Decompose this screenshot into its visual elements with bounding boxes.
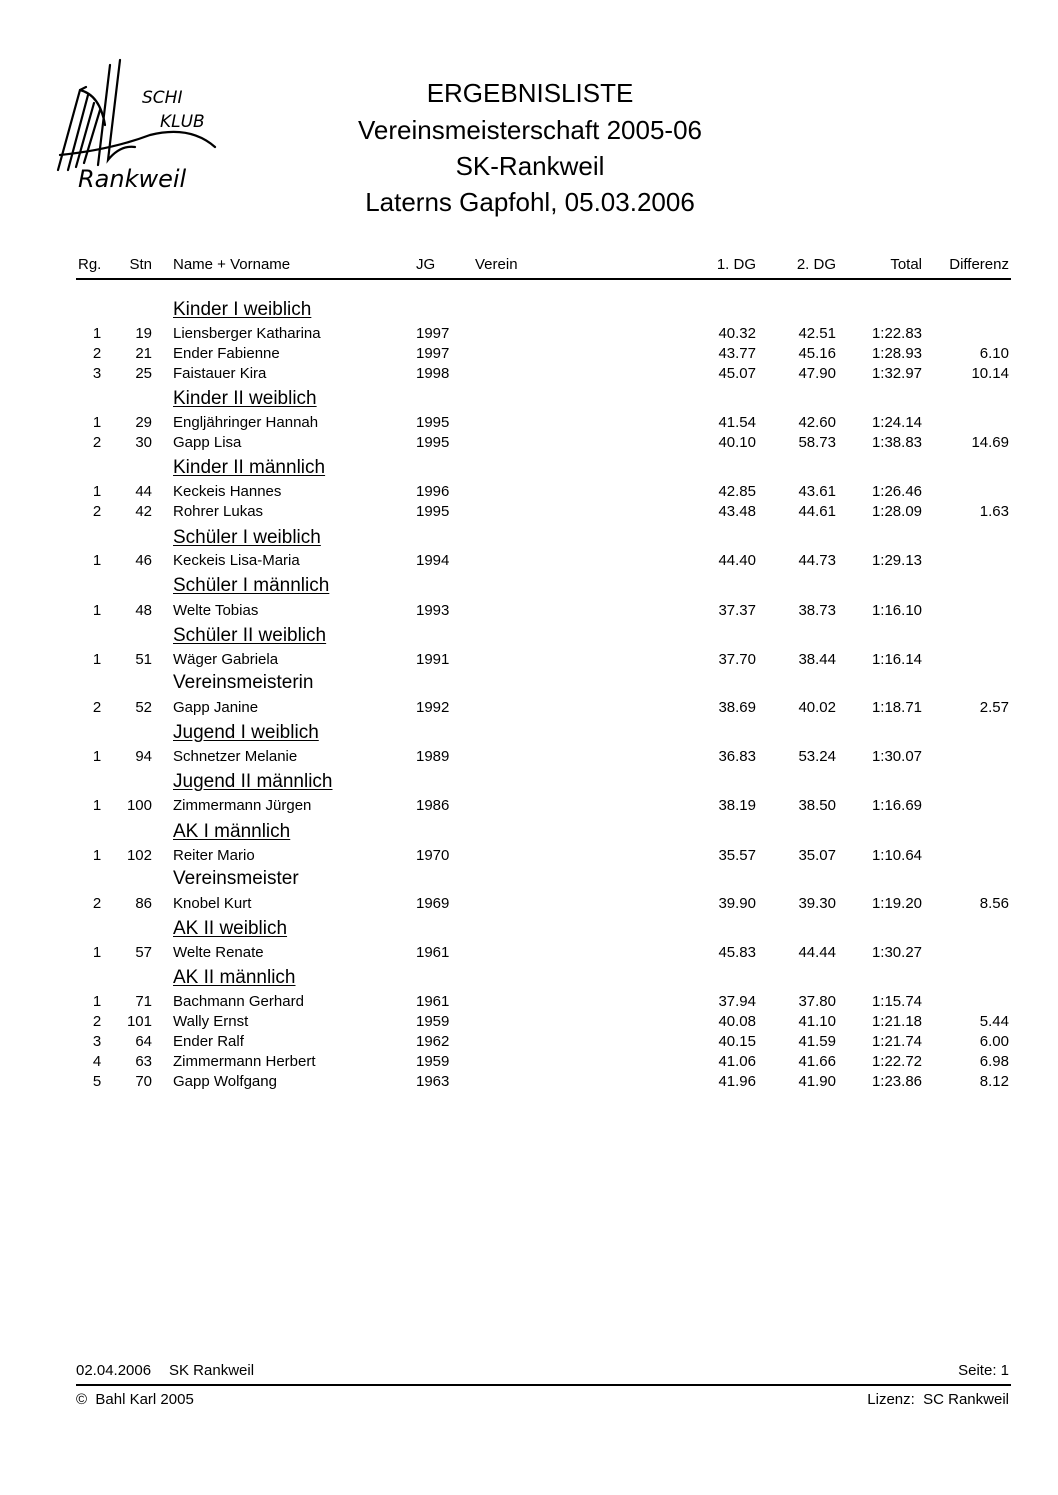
start-number: 30 (135, 434, 152, 451)
run1-time: 44.40 (718, 552, 756, 569)
start-number: 29 (135, 414, 152, 431)
run1-time: 35.57 (718, 847, 756, 864)
result-row (0, 895, 1058, 915)
run2-time: 37.80 (798, 993, 836, 1010)
birth-year: 1996 (416, 483, 450, 500)
run2-time: 43.61 (798, 483, 836, 500)
run2-time: 41.59 (798, 1033, 836, 1050)
total-time: 1:28.09 (871, 503, 922, 520)
rank: 1 (92, 651, 102, 668)
birth-year: 1961 (416, 993, 450, 1010)
run1-time: 37.94 (718, 993, 756, 1010)
category-heading: Schüler I weiblich (173, 527, 321, 548)
total-time: 1:19.20 (871, 895, 922, 912)
total-time: 1:21.74 (871, 1033, 922, 1050)
run1-time: 39.90 (718, 895, 756, 912)
birth-year: 1994 (416, 552, 450, 569)
total-time: 1:22.72 (871, 1053, 922, 1070)
athlete-name: Gapp Janine (173, 699, 259, 716)
run2-time: 42.60 (798, 414, 836, 431)
rank: 2 (92, 503, 102, 520)
athlete-name: Liensberger Katharina (173, 325, 321, 342)
total-time: 1:21.18 (871, 1013, 922, 1030)
total-time: 1:22.83 (871, 325, 922, 342)
result-row (0, 345, 1058, 365)
run1-time: 43.48 (718, 503, 756, 520)
run2-time: 42.51 (798, 325, 836, 342)
start-number: 19 (135, 325, 152, 342)
birth-year: 1962 (416, 1033, 450, 1050)
result-row (0, 1053, 1058, 1073)
page-title: ERGEBNISLISTE (426, 78, 634, 108)
rank: 1 (92, 602, 102, 619)
start-number: 51 (135, 651, 152, 668)
rank: 1 (92, 552, 102, 569)
total-time: 1:16.14 (871, 651, 922, 668)
rank: 1 (92, 748, 102, 765)
run1-time: 37.70 (718, 651, 756, 668)
start-number: 44 (135, 483, 152, 500)
run1-time: 36.83 (718, 748, 756, 765)
athlete-name: Bachmann Gerhard (173, 993, 304, 1010)
rank: 2 (92, 345, 102, 362)
run2-time: 35.07 (798, 847, 836, 864)
start-number: 46 (135, 552, 152, 569)
category-heading: AK I männlich (173, 821, 291, 842)
category-heading: Jugend I weiblich (173, 722, 319, 743)
result-row (0, 365, 1058, 385)
birth-year: 1969 (416, 895, 450, 912)
rank: 3 (92, 1033, 102, 1050)
footer-copyright: © Bahl Karl 2005 (76, 1391, 194, 1408)
birth-year: 1959 (416, 1013, 450, 1030)
total-time: 1:15.74 (871, 993, 922, 1010)
athlete-name: Knobel Kurt (173, 895, 252, 912)
rank: 1 (92, 414, 102, 431)
result-row (0, 1013, 1058, 1033)
athlete-name: Welte Tobias (173, 602, 259, 619)
header-name: Name + Vorname (173, 256, 291, 273)
birth-year: 1991 (416, 651, 450, 668)
run1-time: 40.32 (718, 325, 756, 342)
athlete-name: Wally Ernst (173, 1013, 249, 1030)
run2-time: 58.73 (798, 434, 836, 451)
difference: 14.69 (971, 434, 1009, 451)
run1-time: 45.07 (718, 365, 756, 382)
category-heading: Vereinsmeister (173, 868, 299, 889)
category-heading: AK II männlich (173, 967, 296, 988)
start-number: 57 (135, 944, 152, 961)
birth-year: 1986 (416, 797, 450, 814)
result-row (0, 602, 1058, 622)
start-number: 64 (135, 1033, 152, 1050)
difference: 6.00 (979, 1033, 1009, 1050)
header-stn: Stn (129, 256, 152, 273)
run2-time: 39.30 (798, 895, 836, 912)
rank: 1 (92, 483, 102, 500)
athlete-name: Zimmermann Jürgen (173, 797, 312, 814)
run1-time: 45.83 (718, 944, 756, 961)
run1-time: 41.54 (718, 414, 756, 431)
run1-time: 40.15 (718, 1033, 756, 1050)
athlete-name: Rohrer Lukas (173, 503, 264, 520)
rank: 5 (92, 1073, 102, 1090)
start-number: 70 (135, 1073, 152, 1090)
birth-year: 1998 (416, 365, 450, 382)
run1-time: 41.96 (718, 1073, 756, 1090)
footer-date: 02.04.2006 (76, 1362, 152, 1379)
run2-time: 41.66 (798, 1053, 836, 1070)
total-time: 1:26.46 (871, 483, 922, 500)
start-number: 100 (126, 797, 152, 814)
athlete-name: Wäger Gabriela (173, 651, 279, 668)
category-heading: Schüler I männlich (173, 575, 330, 596)
run2-time: 45.16 (798, 345, 836, 362)
result-row (0, 699, 1058, 719)
birth-year: 1997 (416, 325, 450, 342)
start-number: 71 (135, 993, 152, 1010)
run1-time: 40.08 (718, 1013, 756, 1030)
athlete-name: Keckeis Hannes (173, 483, 282, 500)
run2-time: 44.61 (798, 503, 836, 520)
rank: 4 (92, 1053, 102, 1070)
result-row (0, 847, 1058, 867)
total-time: 1:10.64 (871, 847, 922, 864)
category-heading: Kinder II weiblich (173, 388, 317, 409)
total-time: 1:32.97 (871, 365, 922, 382)
result-row (0, 434, 1058, 454)
run2-time: 40.02 (798, 699, 836, 716)
header-verein: Verein (475, 256, 518, 273)
run2-time: 38.44 (798, 651, 836, 668)
location-date: Laterns Gapfohl, 05.03.2006 (365, 187, 695, 217)
header-rg: Rg. (78, 256, 102, 273)
footer-page: Seite: 1 (958, 1362, 1009, 1379)
total-time: 1:30.07 (871, 748, 922, 765)
start-number: 52 (135, 699, 152, 716)
athlete-name: Zimmermann Herbert (173, 1053, 316, 1070)
category-heading: Kinder I weiblich (173, 299, 312, 320)
difference: 6.10 (979, 345, 1009, 362)
footer-license: Lizenz: SC Rankweil (867, 1391, 1009, 1408)
difference: 1.63 (979, 503, 1009, 520)
birth-year: 1992 (416, 699, 450, 716)
result-row (0, 944, 1058, 964)
birth-year: 1997 (416, 345, 450, 362)
start-number: 94 (135, 748, 152, 765)
rank: 1 (92, 944, 102, 961)
run2-time: 44.44 (798, 944, 836, 961)
birth-year: 1995 (416, 434, 450, 451)
result-row (0, 414, 1058, 434)
birth-year: 1995 (416, 414, 450, 431)
birth-year: 1989 (416, 748, 450, 765)
difference: 2.57 (979, 699, 1009, 716)
header-rule (76, 278, 1011, 280)
difference: 5.44 (979, 1013, 1009, 1030)
rank: 2 (92, 699, 102, 716)
header-total: Total (890, 256, 922, 273)
athlete-name: Faistauer Kira (173, 365, 267, 382)
logo-text-rankweil: Rankweil (78, 165, 187, 193)
header-diff: Differenz (949, 256, 1009, 273)
category-heading: Kinder II männlich (173, 457, 326, 478)
start-number: 42 (135, 503, 152, 520)
rank: 2 (92, 1013, 102, 1030)
result-row (0, 552, 1058, 572)
total-time: 1:38.83 (871, 434, 922, 451)
run2-time: 53.24 (798, 748, 836, 765)
difference: 8.12 (979, 1073, 1009, 1090)
birth-year: 1959 (416, 1053, 450, 1070)
club-logo (50, 55, 230, 195)
result-row (0, 503, 1058, 523)
run1-time: 38.69 (718, 699, 756, 716)
result-row (0, 325, 1058, 345)
footer-club: SK Rankweil (169, 1362, 255, 1379)
run2-time: 41.90 (798, 1073, 836, 1090)
header-dg1: 1. DG (716, 256, 756, 273)
total-time: 1:29.13 (871, 552, 922, 569)
birth-year: 1963 (416, 1073, 450, 1090)
start-number: 63 (135, 1053, 152, 1070)
start-number: 21 (135, 345, 152, 362)
run1-time: 37.37 (718, 602, 756, 619)
rank: 1 (92, 797, 102, 814)
rank: 1 (92, 325, 102, 342)
start-number: 102 (126, 847, 152, 864)
total-time: 1:24.14 (871, 414, 922, 431)
start-number: 101 (126, 1013, 152, 1030)
athlete-name: Gapp Wolfgang (173, 1073, 277, 1090)
athlete-name: Ender Fabienne (173, 345, 280, 362)
event-title: Vereinsmeisterschaft 2005-06 (358, 115, 702, 145)
birth-year: 1995 (416, 503, 450, 520)
category-heading: Jugend II männlich (173, 771, 333, 792)
start-number: 86 (135, 895, 152, 912)
footer-rule (76, 1384, 1011, 1386)
rank: 1 (92, 847, 102, 864)
total-time: 1:28.93 (871, 345, 922, 362)
run2-time: 41.10 (798, 1013, 836, 1030)
run2-time: 38.50 (798, 797, 836, 814)
difference: 8.56 (979, 895, 1009, 912)
result-row (0, 748, 1058, 768)
birth-year: 1993 (416, 602, 450, 619)
run1-time: 42.85 (718, 483, 756, 500)
run1-time: 43.77 (718, 345, 756, 362)
result-row (0, 651, 1058, 671)
total-time: 1:16.69 (871, 797, 922, 814)
start-number: 25 (135, 365, 152, 382)
birth-year: 1961 (416, 944, 450, 961)
result-row (0, 1033, 1058, 1053)
run2-time: 47.90 (798, 365, 836, 382)
total-time: 1:30.27 (871, 944, 922, 961)
result-row (0, 993, 1058, 1013)
rank: 2 (92, 895, 102, 912)
category-heading: AK II weiblich (173, 918, 288, 939)
total-time: 1:16.10 (871, 602, 922, 619)
athlete-name: Reiter Mario (173, 847, 255, 864)
birth-year: 1970 (416, 847, 450, 864)
athlete-name: Keckeis Lisa-Maria (173, 552, 300, 569)
club-title: SK-Rankweil (455, 151, 605, 181)
logo-text-schi: SCHI (142, 88, 183, 108)
athlete-name: Schnetzer Melanie (173, 748, 298, 765)
header-jg: JG (416, 256, 436, 273)
rank: 1 (92, 993, 102, 1010)
athlete-name: Welte Renate (173, 944, 264, 961)
athlete-name: Gapp Lisa (173, 434, 242, 451)
run1-time: 40.10 (718, 434, 756, 451)
run1-time: 38.19 (718, 797, 756, 814)
category-heading: Schüler II weiblich (173, 625, 327, 646)
category-heading: Vereinsmeisterin (173, 672, 314, 693)
run2-time: 38.73 (798, 602, 836, 619)
start-number: 48 (135, 602, 152, 619)
rank: 3 (92, 365, 102, 382)
difference: 10.14 (971, 365, 1009, 382)
athlete-name: Engljähringer Hannah (173, 414, 319, 431)
run2-time: 44.73 (798, 552, 836, 569)
run1-time: 41.06 (718, 1053, 756, 1070)
difference: 6.98 (979, 1053, 1009, 1070)
logo-text-klub: KLUB (160, 112, 205, 132)
header-dg2: 2. DG (796, 256, 836, 273)
rank: 2 (92, 434, 102, 451)
total-time: 1:23.86 (871, 1073, 922, 1090)
result-row (0, 797, 1058, 817)
result-row (0, 483, 1058, 503)
total-time: 1:18.71 (871, 699, 922, 716)
athlete-name: Ender Ralf (173, 1033, 244, 1050)
result-row (0, 1073, 1058, 1093)
